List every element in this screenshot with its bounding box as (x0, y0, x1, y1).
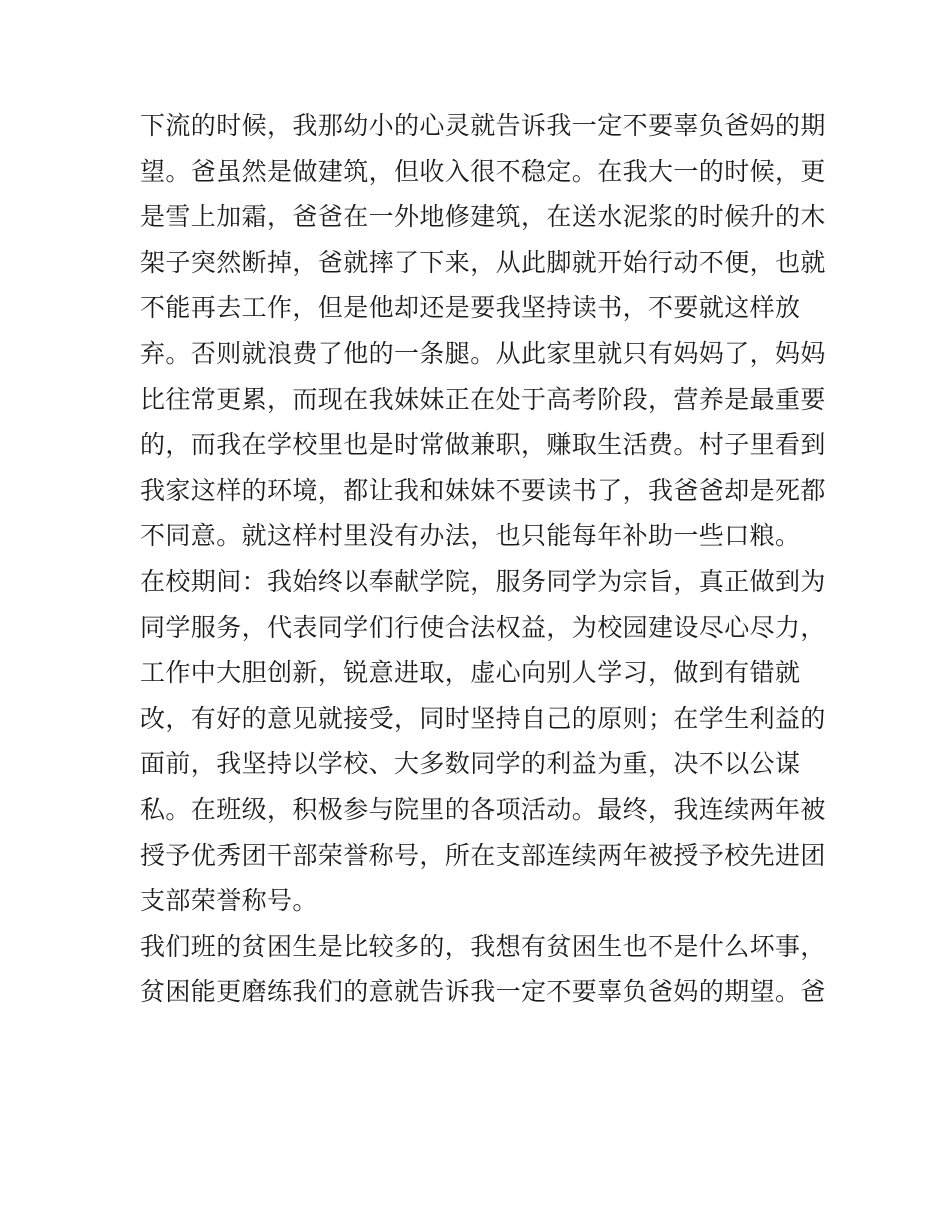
text-line: 我们班的贫困生是比较多的，我想有贫困生也不是什么坏事， (140, 931, 826, 961)
text-line: 私。在班级，积极参与院里的各项活动。最终，我连续两年被 (140, 794, 826, 824)
text-line: 支部荣誉称号。 (140, 886, 318, 916)
text-line: 的，而我在学校里也是时常做兼职，赚取生活费。村子里看到 (140, 430, 826, 460)
text-line: 比往常更累，而现在我妹妹正在处于高考阶段，营养是最重要 (140, 384, 826, 414)
text-line: 面前，我坚持以学校、大多数同学的利益为重，决不以公谋 (140, 749, 801, 779)
body-text (140, 103, 826, 1015)
text-line: 是雪上加霜，爸爸在一外地修建筑，在送水泥浆的时候升的木 (140, 202, 826, 232)
text-line: 贫困能更磨练我们的意就告诉我一定不要辜负爸妈的期望。爸 (140, 977, 826, 1007)
text-line: 不能再去工作，但是他却还是要我坚持读书，不要就这样放 (140, 293, 801, 323)
text-line: 下流的时候，我那幼小的心灵就告诉我一定不要辜负爸妈的期 (140, 111, 826, 140)
text-line: 望。爸虽然是做建筑，但收入很不稳定。在我大一的时候，更 (140, 156, 826, 186)
text-line: 我家这样的环境，都让我和妹妹不要读书了，我爸爸却是死都 (140, 475, 826, 505)
text-line: 在校期间：我始终以奉献学院，服务同学为宗旨，真正做到为 (140, 566, 826, 596)
text-line: 工作中大胆创新，锐意进取，虚心向别人学习，做到有错就 (140, 658, 801, 688)
text-line: 改，有好的意见就接受，同时坚持自己的原则；在学生利益的 (140, 703, 826, 733)
text-line: 同学服务，代表同学们行使合法权益，为校园建设尽心尽力， (140, 612, 826, 642)
text-line: 授予优秀团干部荣誉称号，所在支部连续两年被授予校先进团 (140, 840, 826, 870)
text-line: 架子突然断掉，爸就摔了下来，从此脚就开始行动不便，也就 (140, 247, 826, 277)
text-line: 弃。否则就浪费了他的一条腿。从此家里就只有妈妈了，妈妈 (140, 338, 826, 368)
text-line: 不同意。就这样村里没有办法，也只能每年补助一些口粮。 (140, 521, 801, 551)
